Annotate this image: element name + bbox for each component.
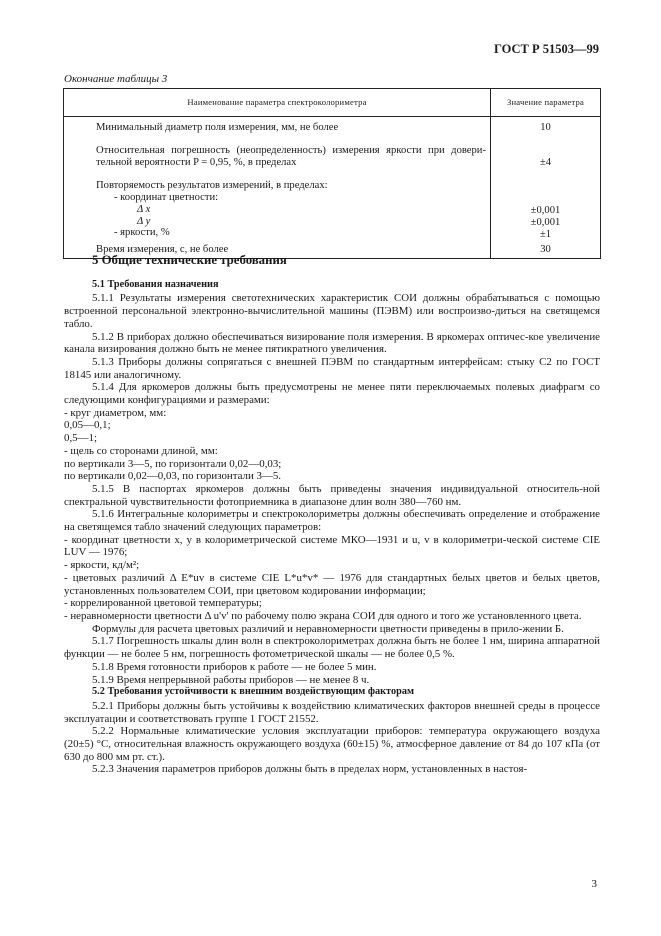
parameters-table [63, 88, 601, 259]
paragraph: 5.1.9 Время непрерывной работы приборов — не менее 8 ч. [92, 673, 370, 686]
document-body [64, 254, 600, 776]
list-item: по вертикали 0,02—0,03, по горизонтали 3—5. [64, 470, 282, 483]
paragraph: 5.1.7 Погрешность шкалы длин волн в спектроколориметрах должна быть не более 1 нм, ширина аппаратной функции — не более 5 нм, погрешность фотометрической шкалы — не более 0,5 %. [64, 635, 600, 661]
paragraph: 5.2.3 Значения параметров приборов должны быть в пределах норм, установленных в настоя- [92, 763, 528, 776]
section-title: 5 Общие технические требования [92, 253, 287, 267]
paragraph: Формулы для расчета цветовых различий и неравномерности цветности приведены в прило-жении Б. [92, 622, 564, 635]
paragraph: 5.1.5 В паспортах яркомеров должны быть приведены значения индивидуальной относитель-ной спектральной чувствительности фотоприемника в диапазоне длин волн 380—760 нм. [64, 482, 600, 508]
column-header-parameter: Наименование параметра спектроколориметра [64, 89, 491, 117]
paragraph: 5.1.3 Приборы должны сопрягаться с внешней ПЭВМ по стандартным интерфейсам: стыку С2 по ГОСТ 18145 или аналогичному. [64, 355, 600, 381]
row-parameter: Время измерения, с, не более [64, 241, 491, 259]
subsection-title: 5.2 Требования устойчивости к внешним воздействующим факторам [92, 686, 415, 698]
column-header-value: Значение параметра [491, 89, 601, 117]
row-value: 30 [491, 241, 601, 259]
paragraph: 5.2.2 Нормальные климатические условия эксплуатации приборов: температура окружающего воздуха (20±5) °С, относительная влажность окружающего воздуха (60±15) %, атмосферное давление от 84 до 107 кПа (от 630 до 800 мм рт. ст.). [64, 725, 600, 763]
row-value: 10 [491, 117, 601, 146]
list-item: 0,05—0,1; [64, 419, 111, 432]
list-item: по вертикали 3—5, по горизонтали 0,02—0,03; [64, 457, 282, 470]
paragraph: 5.2.1 Приборы должны быть устойчивы к воздействию климатических факторов внешней среды в процессе эксплуатации и соответствовать группе 1 ГОСТ 21552. [64, 699, 600, 725]
list-item: - круг диаметром, мм: [64, 406, 167, 419]
paragraph: 5.1.8 Время готовности приборов к работе — не более 5 мин. [92, 660, 377, 673]
row-value: ±4 [491, 145, 601, 180]
subsection-title: 5.1 Требования назначения [92, 278, 219, 290]
table-caption: Окончание таблицы 3 [64, 73, 168, 85]
row-value: ±0,001 ±0,001 ±1 [491, 180, 601, 241]
table-row [64, 180, 601, 241]
list-item: - щель со сторонами длиной, мм: [64, 444, 218, 457]
paragraph: 5.1.6 Интегральные колориметры и спектроколориметры должны обеспечивать определение и отображение на светящемся табло значений следующих параметров: [64, 508, 600, 534]
list-item: - яркости, кд/м²; [64, 559, 140, 572]
table-row [64, 145, 601, 180]
page-number: 3 [591, 878, 597, 890]
row-parameter: Повторяемость результатов измерений, в пределах: - координат цветности: Δ x Δ y - яркости, % [64, 180, 491, 241]
paragraph: 5.1.2 В приборах должно обеспечиваться визирование поля измерения. В яркомерах оптичес-кое увеличение канала визирования должно быть не менее пятикратного увеличения. [64, 330, 600, 356]
list-item: - цветовых различий Δ E*uv в системе CIE L*u*v* — 1976 для стандартных белых цветов и белых цветов, установленных пользователем СОИ, при цветовом кодировании информации; [64, 571, 600, 597]
list-item: 0,5—1; [64, 432, 97, 445]
table-header-row [64, 89, 601, 117]
document-header: ГОСТ Р 51503—99 [493, 42, 599, 56]
list-item: - коррелированной цветовой температуры; [64, 597, 262, 610]
table-row [64, 117, 601, 146]
paragraph: 5.1.1 Результаты измерения светотехнических характеристик СОИ должны обрабатываться с помощью встроенной персональной электронно-вычислительной машины (ПЭВМ) или воспроизво-диться на светящемся табло. [64, 292, 600, 330]
list-item: - неравномерности цветности Δ u'v' по рабочему полю экрана СОИ для одного и того же установленного цвета. [64, 609, 582, 622]
row-parameter: Относительная погрешность (неопределенность) измерения яркости при довери-тельной вероятности P = 0,95, %, в пределах [64, 145, 491, 180]
list-item: - координат цветности x, y в колориметрической системе МКО—1931 и u, v в колориметри-ческой системе CIE LUV — 1976; [64, 533, 600, 559]
paragraph: 5.1.4 Для яркомеров должны быть предусмотрены не менее пяти переключаемых полевых диафрагм со следующими конфигурациями и размерами: [64, 381, 600, 407]
row-parameter: Минимальный диаметр поля измерения, мм, не более [64, 117, 491, 146]
